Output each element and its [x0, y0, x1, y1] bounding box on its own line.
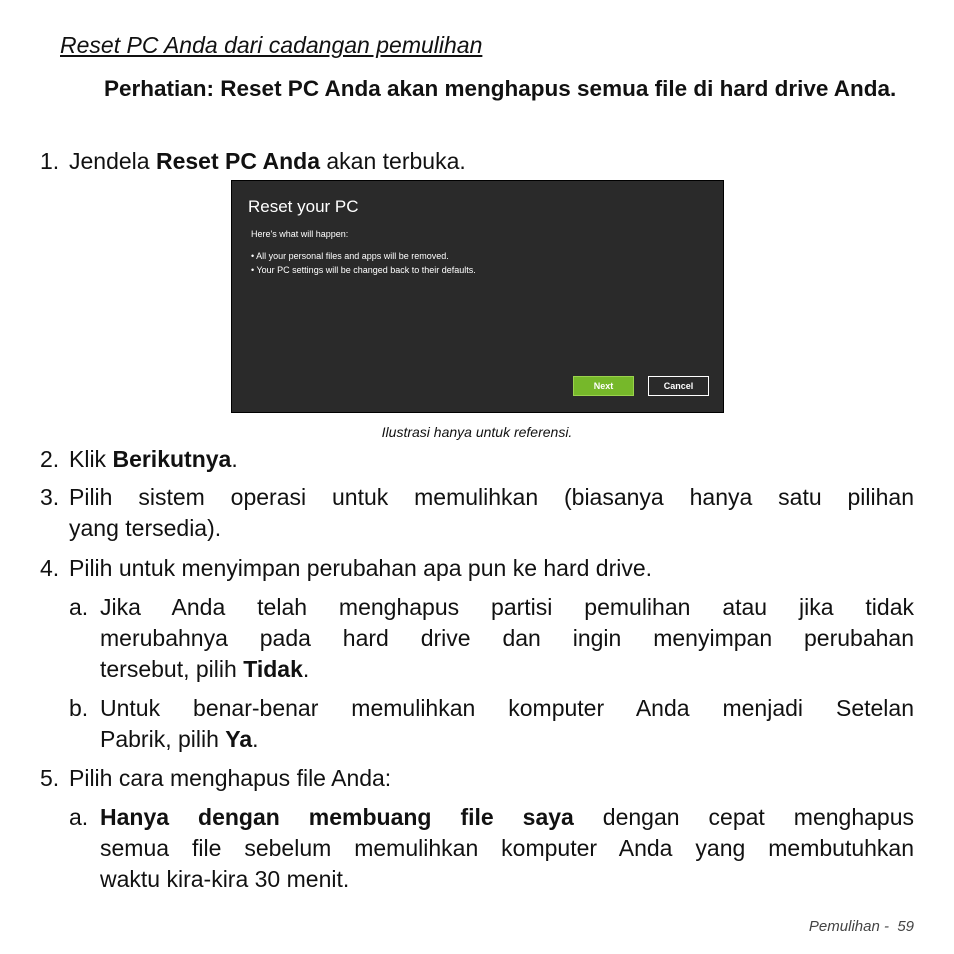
substep-letter: a. [69, 594, 89, 620]
step-text: Jendela Reset PC Anda akan terbuka. [69, 148, 466, 174]
section-heading: Reset PC Anda dari cadangan pemulihan [60, 32, 483, 58]
step-number: 5. [40, 765, 60, 791]
reset-pc-dialog [231, 180, 724, 413]
warning-note: Perhatian: Reset PC Anda akan menghapus semua file di hard drive Anda. [104, 76, 897, 101]
substep-text: Jika Anda telah menghapus partisi pemulihan atau jika tidak merubahnya pada hard drive dan ingin menyimpan perubahan tersebut, pilih Tidak. [100, 594, 914, 682]
step-text: Klik Berikutnya. [69, 446, 238, 472]
substep-letter: a. [69, 804, 89, 830]
figure-caption: Ilustrasi hanya untuk referensi. [381, 424, 573, 440]
step-text: Pilih untuk menyimpan perubahan apa pun ke hard drive. [69, 555, 653, 581]
dialog-title: Reset your PC [248, 197, 359, 216]
substep-text: Hanya dengan membuang file saya dengan cepat menghapus semua file sebelum memulihkan komputer Anda yang membutuhkan waktu kira-kira 30 menit. [100, 804, 914, 892]
step-number: 2. [40, 446, 60, 472]
dialog-subtitle: Here's what will happen: [251, 229, 349, 239]
step-number: 4. [40, 555, 60, 581]
cancel-button[interactable]: Cancel [648, 376, 709, 396]
substep-text: Untuk benar-benar memulihkan komputer Anda menjadi Setelan Pabrik, pilih Ya. [100, 695, 914, 752]
step-number: 1. [40, 148, 60, 174]
substep-letter: b. [69, 695, 89, 721]
page-number: 59 [897, 918, 914, 935]
step-text: Pilih cara menghapus file Anda: [69, 765, 392, 791]
footer-section: Pemulihan - [808, 918, 889, 935]
dialog-bullet: • Your PC settings will be changed back to their defaults. [251, 265, 476, 275]
page-footer [809, 918, 914, 935]
dialog-bullet: • All your personal files and apps will be removed. [251, 251, 449, 261]
next-button[interactable]: Next [573, 376, 634, 396]
step-number: 3. [40, 484, 60, 510]
step-text: Pilih sistem operasi untuk memulihkan (biasanya hanya satu pilihan yang tersedia). [69, 484, 914, 541]
